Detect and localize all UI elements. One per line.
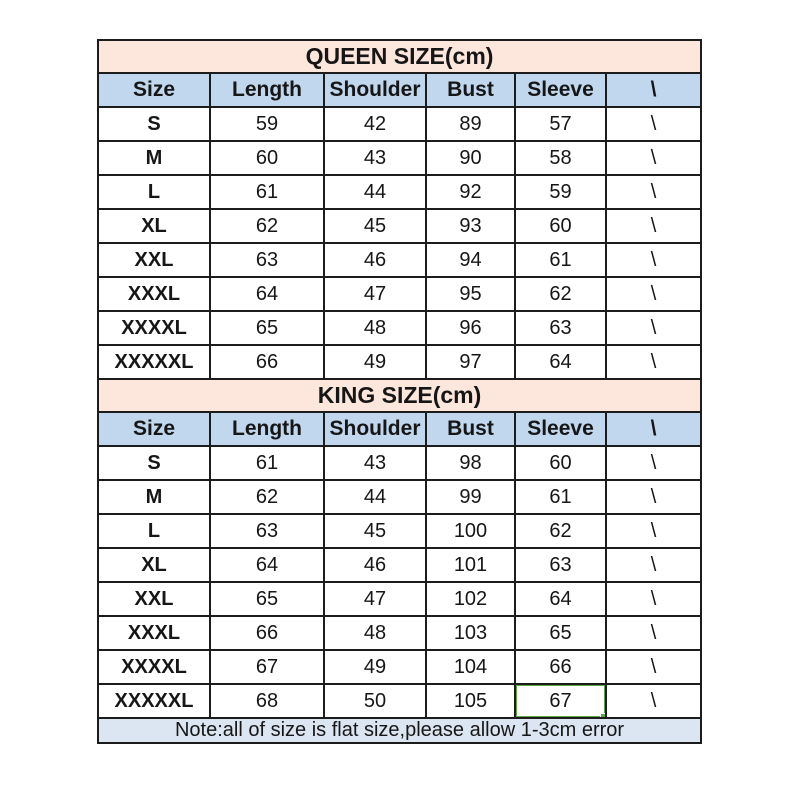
cell: \ [606,548,701,582]
table-row [98,548,701,582]
cell: 65 [210,582,324,616]
col-header-size: Size [98,73,210,107]
cell: 61 [515,480,606,514]
cell: 64 [515,582,606,616]
size-label-cell: M [98,141,210,175]
cell: 62 [515,514,606,548]
size-label-cell: XXL [98,582,210,616]
table-row [98,311,701,345]
king-title-row [98,379,701,412]
col-header-bust: Bust [426,412,515,446]
size-label-cell: XXXXL [98,650,210,684]
cell: 59 [515,175,606,209]
size-label-cell: M [98,480,210,514]
size-label-cell: S [98,446,210,480]
cell: 63 [515,311,606,345]
table-row [98,141,701,175]
cell: 44 [324,480,426,514]
cell: \ [606,582,701,616]
cell: \ [606,243,701,277]
cell: 43 [324,446,426,480]
col-header-size: Size [98,412,210,446]
cell: 65 [210,311,324,345]
cell: 66 [515,650,606,684]
cell: 67 [210,650,324,684]
queen-table-title: QUEEN SIZE(cm) [98,40,701,73]
cell: 65 [515,616,606,650]
cell: 99 [426,480,515,514]
cell: 42 [324,107,426,141]
cell: 57 [515,107,606,141]
queen-title-row [98,40,701,73]
cell: 94 [426,243,515,277]
table-row [98,277,701,311]
cell: 62 [515,277,606,311]
col-header-length: Length [210,73,324,107]
table-row [98,514,701,548]
cell: 50 [324,684,426,718]
cell: 47 [324,582,426,616]
col-header-bust: Bust [426,73,515,107]
cell: 96 [426,311,515,345]
cell: 63 [210,514,324,548]
cell: 43 [324,141,426,175]
note-text: Note:all of size is flat size,please allow 1-3cm error [98,718,701,743]
col-header-sleeve: Sleeve [515,412,606,446]
cell: \ [606,616,701,650]
size-label-cell: XXXXXL [98,345,210,379]
note-row [98,718,701,743]
cell: 62 [210,480,324,514]
col-header-sleeve: Sleeve [515,73,606,107]
cell: \ [606,175,701,209]
table-row [98,650,701,684]
cell: 93 [426,209,515,243]
cell: 63 [210,243,324,277]
cell: 100 [426,514,515,548]
cell: \ [606,514,701,548]
cell: 61 [515,243,606,277]
cell: 48 [324,616,426,650]
cell: 97 [426,345,515,379]
cell: \ [606,141,701,175]
cell: 44 [324,175,426,209]
cell: 66 [210,616,324,650]
cell: 60 [210,141,324,175]
cell: 61 [210,446,324,480]
size-label-cell: XXL [98,243,210,277]
col-header-blank: \ [606,73,701,107]
cell: 61 [210,175,324,209]
table-row [98,446,701,480]
cell: \ [606,650,701,684]
cell: 105 [426,684,515,718]
cell: 98 [426,446,515,480]
size-chart-table [97,39,702,744]
cell: 64 [210,548,324,582]
table-row [98,616,701,650]
cell: 45 [324,209,426,243]
table-row [98,480,701,514]
size-label-cell: XXXXXL [98,684,210,718]
cell: \ [606,446,701,480]
king-table-title: KING SIZE(cm) [98,379,701,412]
cell: 89 [426,107,515,141]
col-header-shoulder: Shoulder [324,73,426,107]
table-row [98,209,701,243]
cell: \ [606,345,701,379]
cell: 63 [515,548,606,582]
queen-header-row [98,73,701,107]
cell: 64 [210,277,324,311]
cell: 92 [426,175,515,209]
cell: 103 [426,616,515,650]
cell: 68 [210,684,324,718]
selected-cell-value: 67 [549,689,572,712]
cell: 58 [515,141,606,175]
cell: 47 [324,277,426,311]
cell: 49 [324,345,426,379]
cell: 64 [515,345,606,379]
cell: 46 [324,548,426,582]
cell: \ [606,311,701,345]
table-row [98,345,701,379]
col-header-shoulder: Shoulder [324,412,426,446]
cell: 90 [426,141,515,175]
cell: 95 [426,277,515,311]
table-row [98,582,701,616]
cell: 101 [426,548,515,582]
size-label-cell: XXXL [98,616,210,650]
cell: \ [606,684,701,718]
cell: \ [606,480,701,514]
size-label-cell: XL [98,209,210,243]
size-label-cell: XXXL [98,277,210,311]
cell: \ [606,209,701,243]
size-label-cell: XL [98,548,210,582]
table-row [98,107,701,141]
cell: 59 [210,107,324,141]
cell: 104 [426,650,515,684]
selection-fill-handle[interactable] [600,713,606,718]
cell: 48 [324,311,426,345]
cell: \ [606,107,701,141]
cell: 60 [515,209,606,243]
cell: 49 [324,650,426,684]
col-header-blank: \ [606,412,701,446]
cell: 62 [210,209,324,243]
size-label-cell: XXXXL [98,311,210,345]
selected-cell[interactable] [515,684,606,718]
cell: 102 [426,582,515,616]
size-label-cell: L [98,175,210,209]
cell: 46 [324,243,426,277]
cell: \ [606,277,701,311]
col-header-length: Length [210,412,324,446]
table-row [98,684,701,718]
size-label-cell: S [98,107,210,141]
cell: 66 [210,345,324,379]
cell: 45 [324,514,426,548]
size-label-cell: L [98,514,210,548]
cell: 60 [515,446,606,480]
table-row [98,243,701,277]
table-row [98,175,701,209]
king-header-row [98,412,701,446]
